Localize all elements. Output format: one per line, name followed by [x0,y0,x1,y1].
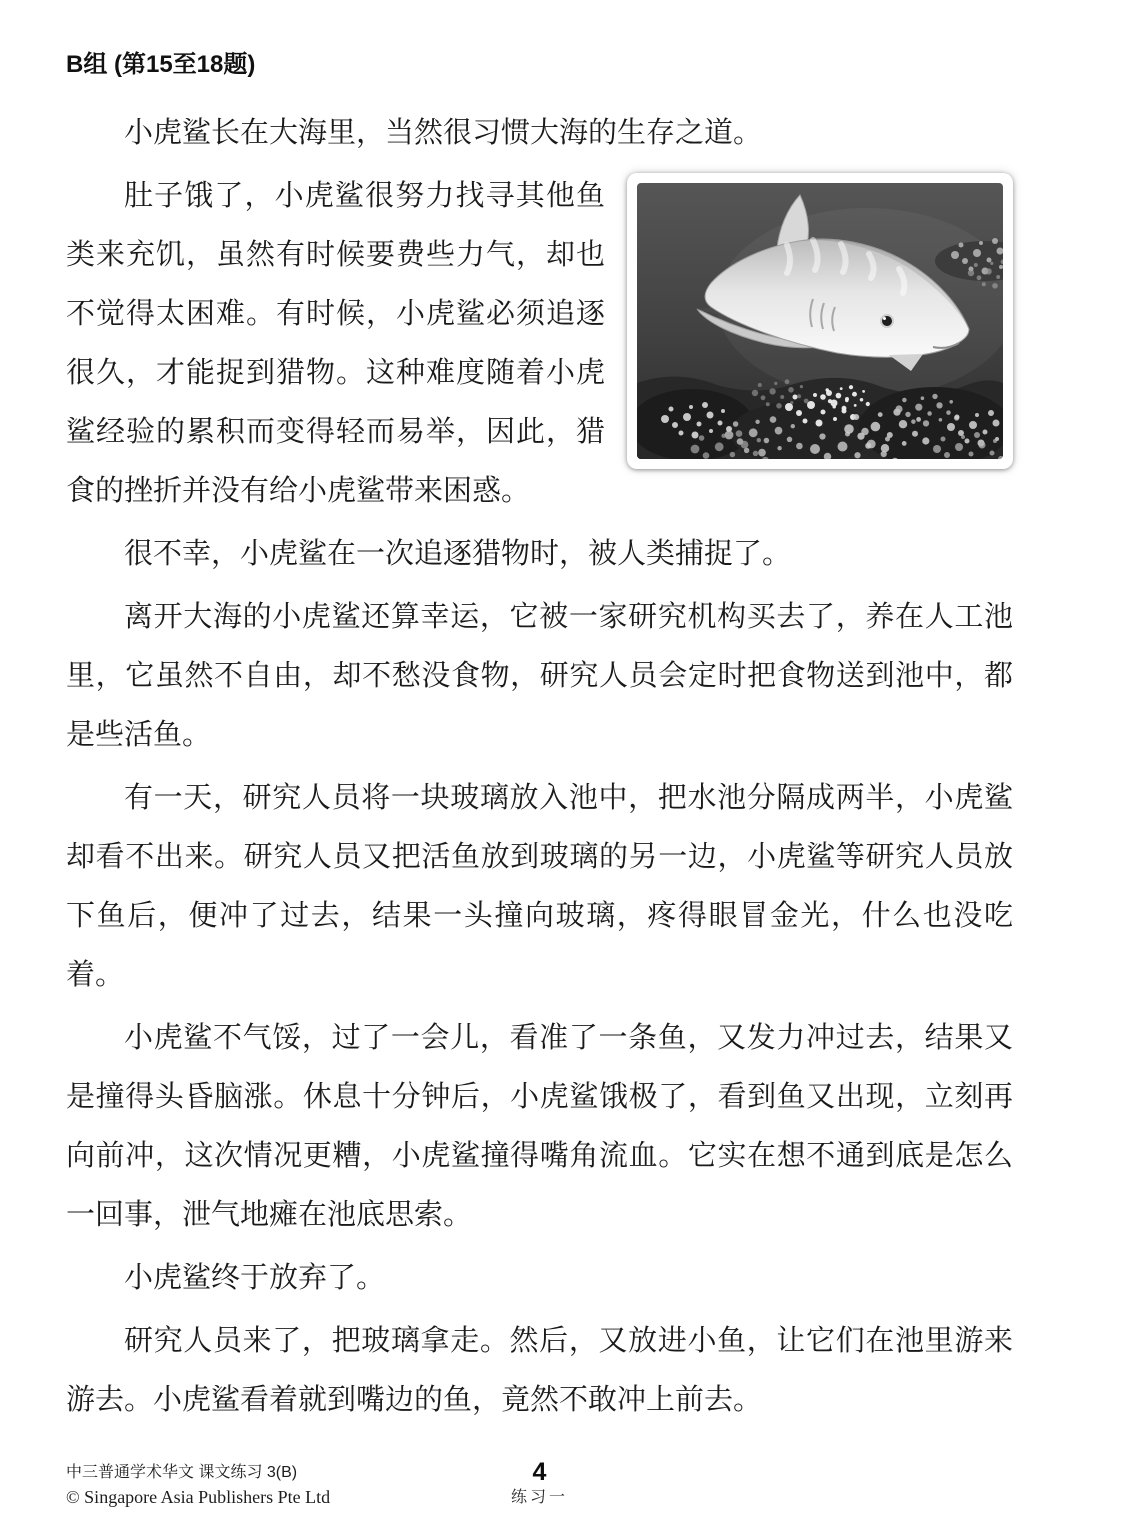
paragraph-1: 小虎鲨长在大海里，当然很习惯大海的生存之道。 [124,117,763,149]
paragraph-8: 研究人员来了，把玻璃拿走。然后，又放进小鱼，让它们在池里游来游去。小虎鲨看着就到嘴边的鱼，竟然不敢冲上前去。 [66,1325,1013,1416]
page-number: 4 [532,1458,547,1486]
footer-pagination [66,1458,1013,1510]
paragraph-5: 有一天，研究人员将一块玻璃放入池中，把水池分隔成两半，小虎鲨却看不出来。研究人员又把活鱼放到玻璃的另一边，小虎鲨等研究人员放下鱼后，便冲了过去，结果一头撞向玻璃，疼得眼冒金光，什么也没吃着。 [66,782,1013,991]
paragraph-3: 很不幸，小虎鲨在一次追逐猎物时，被人类捕捉了。 [124,538,792,570]
coral-reef [637,376,1003,459]
series-title: 中三普通学术华文 课文练习 3(B) [66,1464,298,1481]
section-header: B组 (第15至18题) [66,51,256,78]
exercise-label: 练习一 [510,1489,568,1506]
paragraph-2: 肚子饿了，小虎鲨很努力找寻其他鱼类来充饥，虽然有时候要费些力气，却也不觉得太困难。有时候，小虎鲨必须追逐很久，才能捉到猎物。这种难度随着小虎鲨经验的累积而变得轻而易举，因此，猎食的挫折并没有给小虎鲨带来困惑。 [66,180,605,507]
page-footer [66,1450,1013,1510]
paragraph-7: 小虎鲨终于放弃了。 [124,1262,386,1294]
shark-photo-image [637,183,1003,459]
shark-eye-highlight [883,317,886,320]
shark-eye [881,315,893,327]
paragraph-4: 离开大海的小虎鲨还算幸运，它被一家研究机构买去了，养在人工池里，它虽然不自由，却不愁没食物，研究人员会定时把食物送到池中，都是些活鱼。 [66,601,1013,751]
copyright-line: © Singapore Asia Publishers Pte Ltd [66,1487,331,1507]
paragraph-6: 小虎鲨不气馁，过了一会儿，看准了一条鱼，又发力冲过去，结果又是撞得头昏脑涨。休息十分钟后，小虎鲨饿极了，看到鱼又出现，立刻再向前冲，这次情况更糟，小虎鲨撞得嘴角流血。它实在想不通到底是怎么一回事，泄气地瘫在池底思索。 [66,1022,1013,1231]
shark-photo [627,173,1013,469]
reading-passage [66,104,1013,1430]
